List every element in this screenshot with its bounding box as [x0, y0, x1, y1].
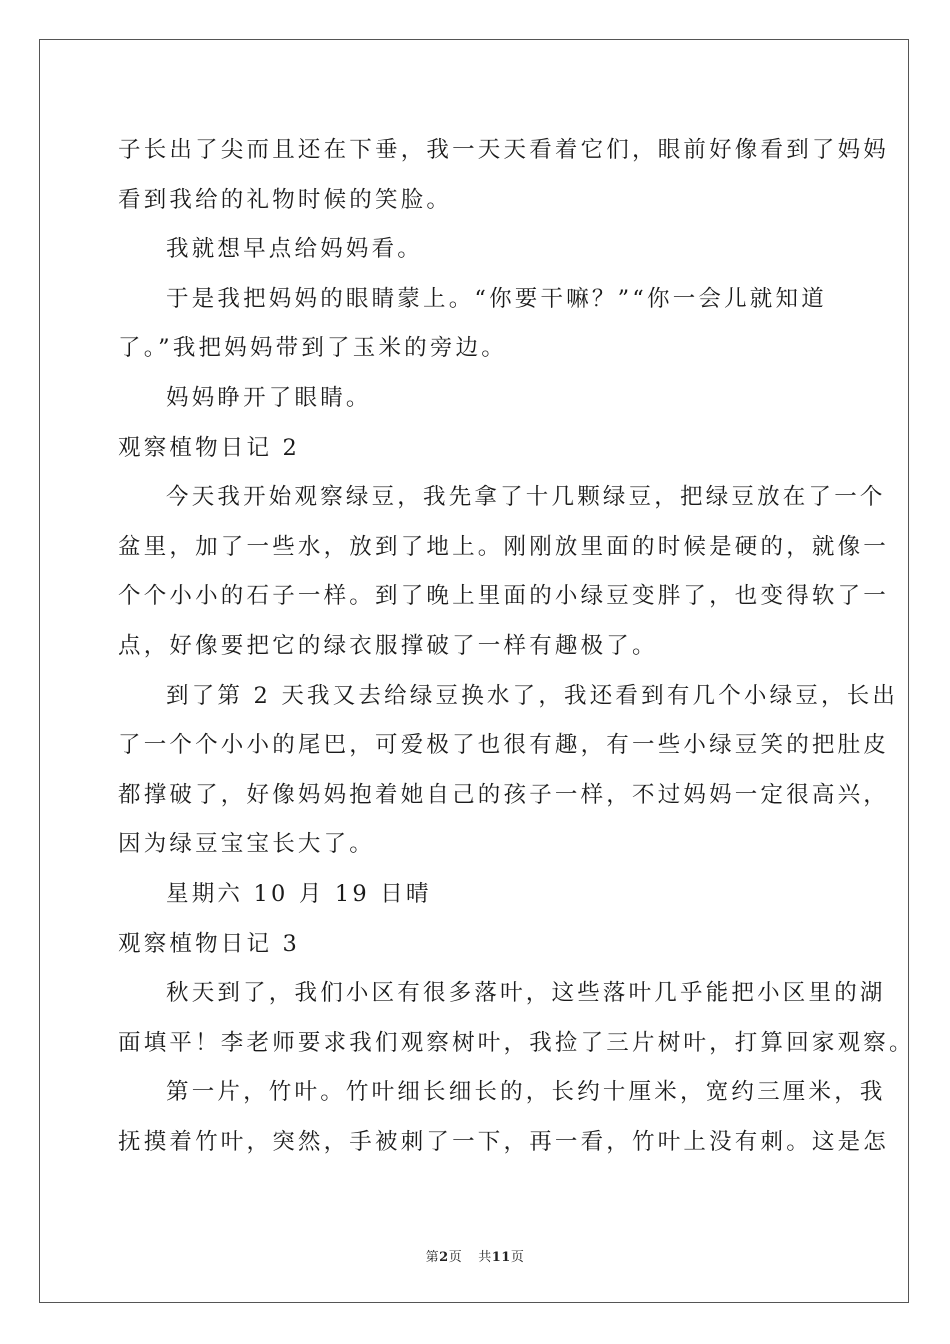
- text-line: 盆里，加了一些水，放到了地上。刚刚放里面的时候是硬的，就像一: [118, 533, 890, 560]
- page-footer: [0, 1246, 950, 1265]
- text-line: 我就想早点给妈妈看。: [166, 236, 424, 263]
- text-line: 于是我把妈妈的眼睛蒙上。“你要干嘛？”“你一会儿就知道: [166, 285, 827, 312]
- text-line: 都撑破了，好像妈妈抱着她自己的孩子一样，不过妈妈一定很高兴，: [118, 781, 890, 808]
- text-line: 抚摸着竹叶，突然，手被刺了一下，再一看，竹叶上没有刺。这是怎: [118, 1128, 890, 1155]
- text-line: 了。”我把妈妈带到了玉米的旁边。: [118, 335, 507, 362]
- total-page-count: 11: [491, 1250, 511, 1265]
- total-pages-indicator: 共11页: [478, 1250, 525, 1265]
- text-line: 了一个个小小的尾巴，可爱极了也很有趣，有一些小绿豆笑的把肚皮: [118, 732, 890, 759]
- text-line: 秋天到了，我们小区有很多落叶，这些落叶几乎能把小区里的湖: [166, 980, 886, 1007]
- page-indicator: 第2页: [425, 1250, 463, 1265]
- section-heading: 观察植物日记 2: [118, 434, 301, 461]
- text-line: 妈妈睁开了眼睛。: [166, 384, 372, 411]
- document-body: [118, 126, 915, 1167]
- text-line: 个个小小的石子一样。到了晚上里面的小绿豆变胖了，也变得软了一: [118, 583, 890, 610]
- text-line: 因为绿豆宝宝长大了。: [118, 831, 376, 858]
- section-heading: 观察植物日记 3: [118, 930, 301, 957]
- text-line: 子长出了尖而且还在下垂，我一天天看着它们，眼前好像看到了妈妈: [118, 137, 890, 163]
- text-line: 面填平！李老师要求我们观察树叶，我捡了三片树叶，打算回家观察。: [118, 1029, 915, 1056]
- current-page-number: 2: [439, 1250, 449, 1265]
- text-line: 点，好像要把它的绿衣服撑破了一样有趣极了。: [118, 632, 658, 659]
- text-line: 第一片，竹叶。竹叶细长细长的，长约十厘米，宽约三厘米，我: [166, 1079, 886, 1106]
- date-line: 星期六 10 月 19 日晴: [166, 880, 432, 907]
- text-line: 到了第 2 天我又去给绿豆换水了，我还看到有几个小绿豆，长出: [166, 682, 899, 709]
- text-line: 今天我开始观察绿豆，我先拿了十几颗绿豆，把绿豆放在了一个: [166, 484, 886, 511]
- text-line: 看到我给的礼物时候的笑脸。: [118, 186, 453, 213]
